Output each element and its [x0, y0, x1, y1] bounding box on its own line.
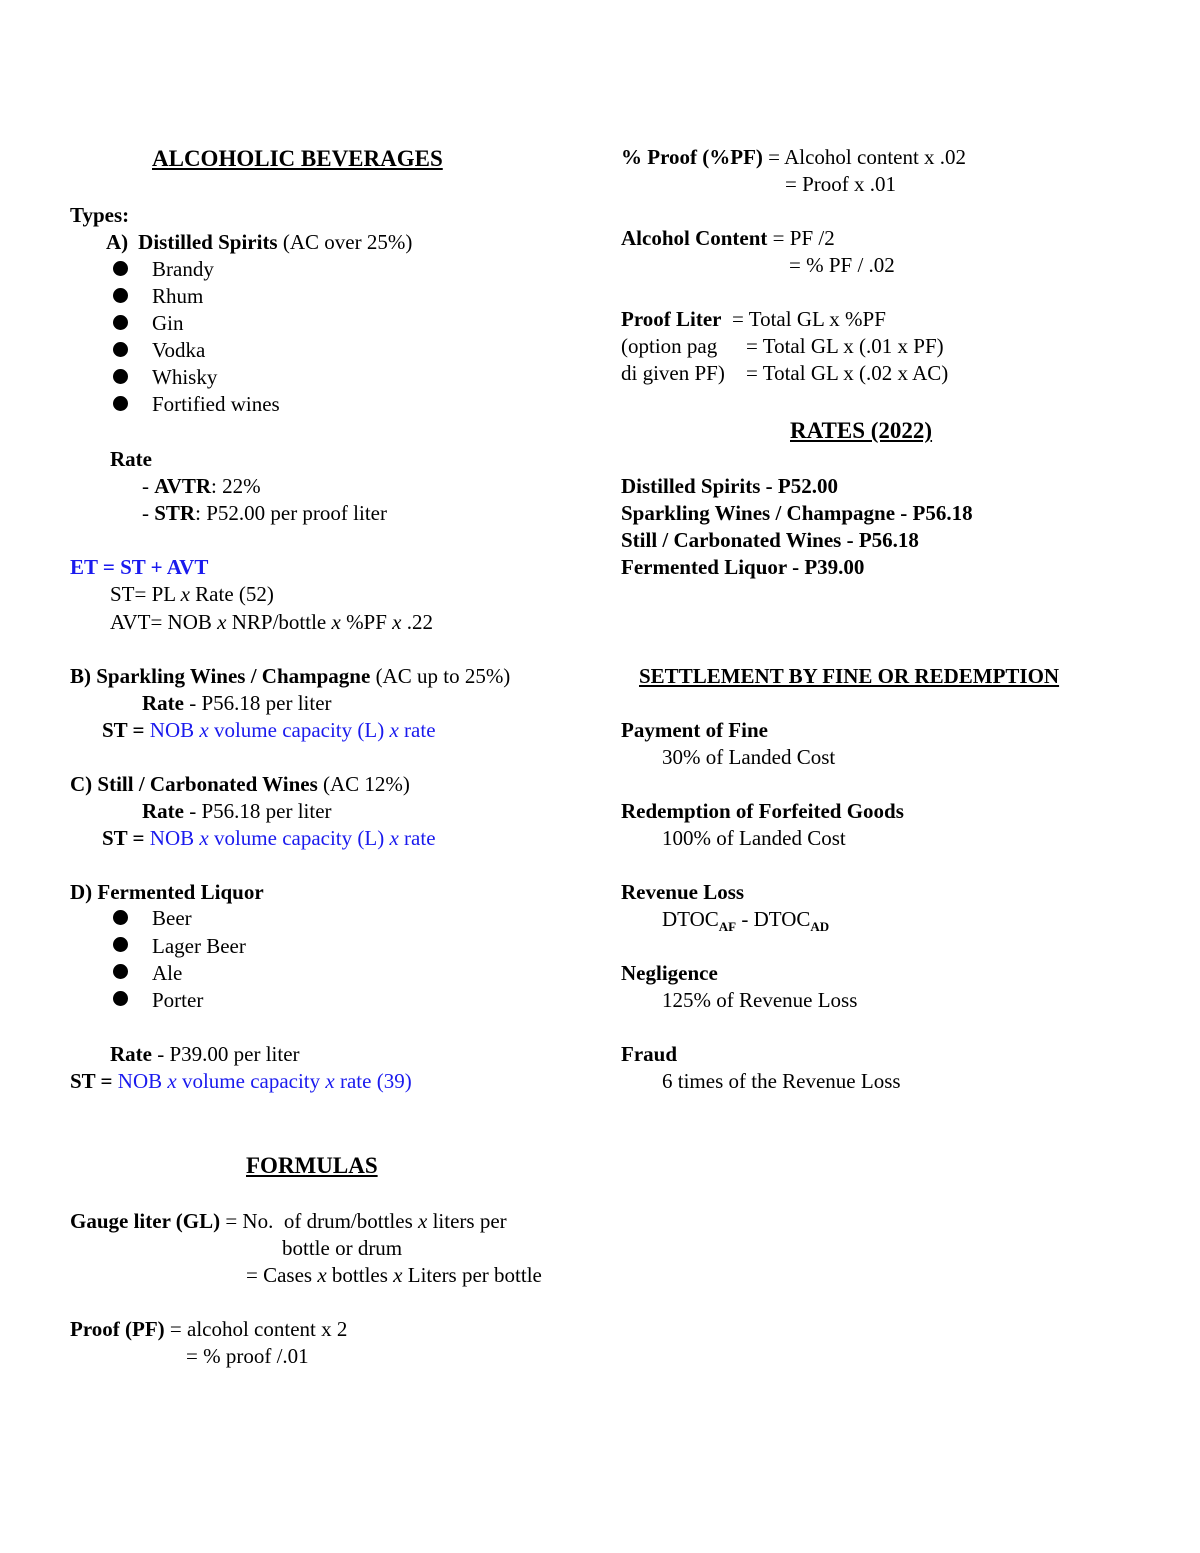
- bullet-icon: [113, 910, 128, 925]
- alcohol-content-alt: = % PF / .02: [789, 253, 895, 277]
- gauge-liter-continuation: bottle or drum: [282, 1236, 403, 1260]
- gauge-liter-alt-formula: = Cases x bottles x Liters per bottle: [246, 1263, 542, 1287]
- rate-item: Still / Carbonated Wines - P56.18: [621, 528, 919, 552]
- bullet-icon: [113, 315, 128, 330]
- avtr-line: - AVTR: 22%: [142, 474, 261, 498]
- bullet-icon: [113, 396, 128, 411]
- avt-formula: AVT= NOB x NRP/bottle x %PF x .22: [110, 610, 433, 634]
- revenue-loss-label: Revenue Loss: [621, 880, 745, 904]
- proof-liter-formula: Proof Liter = Total GL x %PF: [621, 307, 886, 331]
- formulas-title: FORMULAS: [246, 1153, 378, 1178]
- list-item: Beer: [152, 906, 192, 930]
- bullet-icon: [113, 991, 128, 1006]
- distilled-rate-label: Rate: [110, 447, 152, 471]
- bullet-icon: [113, 261, 128, 276]
- payment-of-fine-value: 30% of Landed Cost: [662, 745, 836, 769]
- list-item: Porter: [152, 988, 204, 1012]
- gauge-liter-formula: Gauge liter (GL) = No. of drum/bottles x liters per: [70, 1209, 507, 1233]
- redemption-value: 100% of Landed Cost: [662, 826, 846, 850]
- bullet-icon: [113, 937, 128, 952]
- list-item: Whisky: [152, 365, 218, 389]
- bullet-icon: [113, 288, 128, 303]
- proof-liter-alt-1: = Total GL x (.01 x PF): [746, 334, 944, 358]
- sparkling-wines-heading: B) Sparkling Wines / Champagne (AC up to 25%): [70, 664, 511, 688]
- fraud-value: 6 times of the Revenue Loss: [662, 1069, 901, 1093]
- sparkling-rate: Rate - P56.18 per liter: [142, 691, 332, 715]
- bullet-icon: [113, 342, 128, 357]
- page-title: ALCOHOLIC BEVERAGES: [152, 146, 443, 171]
- still-rate: Rate - P56.18 per liter: [142, 799, 332, 823]
- rates-title: RATES (2022): [790, 418, 933, 443]
- et-formula: ET = ST + AVT: [70, 555, 209, 579]
- list-item: Fortified wines: [152, 392, 280, 416]
- redemption-label: Redemption of Forfeited Goods: [621, 799, 904, 823]
- list-item: Brandy: [152, 257, 214, 281]
- list-item: Vodka: [152, 338, 206, 362]
- sparkling-st-formula: ST = NOB x volume capacity (L) x rate: [102, 718, 436, 742]
- st-formula: ST= PL x Rate (52): [110, 582, 274, 606]
- fermented-rate: Rate - P39.00 per liter: [110, 1042, 300, 1066]
- revenue-loss-formula: $DTOC_{AF}$ - $DTOC_{AD}$: [662, 907, 830, 935]
- payment-of-fine-label: Payment of Fine: [621, 718, 768, 742]
- fraud-label: Fraud: [621, 1042, 678, 1066]
- distilled-spirits-heading: A) Distilled Spirits (AC over 25%): [106, 230, 413, 254]
- proof-liter-alt-2: = Total GL x (.02 x AC): [746, 361, 949, 385]
- str-line: - STR: P52.00 per proof liter: [142, 501, 387, 525]
- list-item: Gin: [152, 311, 184, 335]
- types-label: Types:: [70, 203, 130, 227]
- proof-liter-option-note: (option pag: [621, 334, 718, 358]
- list-item: Rhum: [152, 284, 204, 308]
- list-item: Lager Beer: [152, 934, 246, 958]
- list-item: Ale: [152, 961, 183, 985]
- settlement-title: SETTLEMENT BY FINE OR REDEMPTION: [639, 664, 1060, 688]
- negligence-label: Negligence: [621, 961, 718, 985]
- alcohol-content-formula: Alcohol Content = PF /2: [621, 226, 835, 250]
- proof-alt-formula: = % proof /.01: [186, 1344, 309, 1368]
- rate-item: Sparkling Wines / Champagne - P56.18: [621, 501, 973, 525]
- percent-proof-formula: % Proof (%PF) = Alcohol content x .02: [621, 145, 967, 169]
- proof-liter-option-note-2: di given PF): [621, 361, 725, 385]
- proof-formula: Proof (PF) = alcohol content x 2: [70, 1317, 348, 1341]
- rate-item: Distilled Spirits - P52.00: [621, 474, 839, 498]
- still-st-formula: ST = NOB x volume capacity (L) x rate: [102, 826, 436, 850]
- negligence-value: 125% of Revenue Loss: [662, 988, 858, 1012]
- still-wines-heading: C) Still / Carbonated Wines (AC 12%): [70, 772, 410, 796]
- percent-proof-alt: = Proof x .01: [785, 172, 897, 196]
- bullet-icon: [113, 369, 128, 384]
- fermented-liquor-heading: D) Fermented Liquor: [70, 880, 264, 904]
- rate-item: Fermented Liquor - P39.00: [621, 555, 865, 579]
- bullet-icon: [113, 964, 128, 979]
- fermented-st-formula: ST = NOB x volume capacity x rate (39): [70, 1069, 412, 1093]
